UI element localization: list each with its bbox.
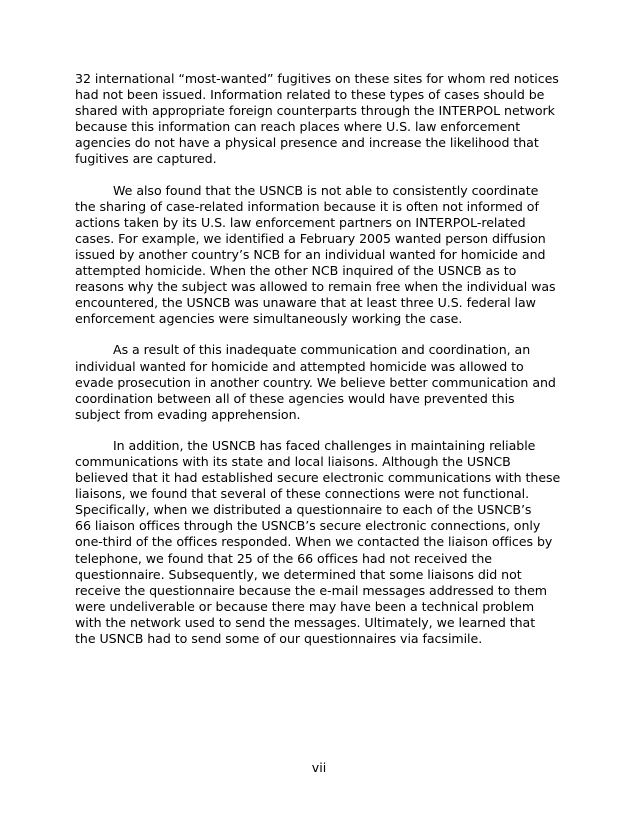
text-line: 32 international “most-wanted” fugitives on these sites for whom red notices	[75, 71, 559, 86]
text-line: cases. For example, we identified a February 2005 wanted person diffusion	[75, 230, 546, 246]
text-line: evade prosecution in another country. We believe better communication and	[75, 374, 556, 390]
text-line: actions taken by its U.S. law enforcement partners on INTERPOL-related	[75, 214, 526, 230]
text-line: because this information can reach places where U.S. law enforcement	[75, 119, 521, 135]
text-line: communications with its state and local liaisons. Although the USNCB	[75, 453, 511, 469]
text-line: issued by another country’s NCB for an individual wanted for homicide and	[75, 246, 546, 262]
text-line: were undeliverable or because there may have been a technical problem	[75, 598, 535, 614]
text-line: telephone, we found that 25 of the 66 offices had not received the	[75, 550, 492, 566]
paragraph-2	[75, 183, 567, 328]
text-line: questionnaire. Subsequently, we determined that some liaisons did not	[75, 566, 522, 582]
text-line: had not been issued. Information related to these types of cases should be	[75, 87, 545, 103]
text-line: shared with appropriate foreign counterparts through the INTERPOL network	[75, 103, 555, 119]
text-line: with the network used to send the messages. Ultimately, we learned that	[75, 614, 536, 630]
paragraph-4	[75, 438, 567, 647]
text-line: individual wanted for homicide and attempted homicide was allowed to	[75, 358, 524, 374]
text-line: coordination between all of these agencies would have prevented this	[75, 390, 515, 406]
text-line: liaisons, we found that several of these connections were not functional.	[75, 486, 530, 502]
text-line: subject from evading apprehension.	[75, 406, 301, 422]
text-line: fugitives are captured.	[75, 151, 217, 167]
text-line: reasons why the subject was allowed to remain free when the individual was	[75, 279, 556, 295]
text-line: one-third of the offices responded. When we contacted the liaison offices by	[75, 534, 553, 550]
text-line: the USNCB had to send some of our questionnaires via facsimile.	[75, 631, 483, 646]
text-line: the sharing of case-related information because it is often not informed of	[75, 198, 539, 214]
page-number: vii	[311, 760, 327, 775]
text-line: agencies do not have a physical presence and increase the likelihood that	[75, 135, 539, 151]
document-body	[75, 71, 567, 662]
text-line: encountered, the USNCB was unaware that at least three U.S. federal law	[75, 295, 536, 311]
text-line: enforcement agencies were simultaneously working the case.	[75, 311, 463, 327]
text-line: attempted homicide. When the other NCB inquired of the USNCB as to	[75, 263, 517, 279]
text-line: We also found that the USNCB is not able to consistently coordinate	[113, 182, 539, 198]
text-line: In addition, the USNCB has faced challenges in maintaining reliable	[113, 437, 536, 453]
text-line: Specifically, when we distributed a questionnaire to each of the USNCB’s	[75, 502, 532, 518]
paragraph-3	[75, 342, 567, 422]
text-line: receive the questionnaire because the e-mail messages addressed to them	[75, 582, 547, 598]
text-line: As a result of this inadequate communication and coordination, an	[113, 342, 531, 358]
text-line: believed that it had established secure electronic communications with these	[75, 470, 561, 486]
text-line: 66 liaison offices through the USNCB’s secure electronic connections, only	[75, 518, 541, 534]
paragraph-1	[75, 71, 567, 168]
